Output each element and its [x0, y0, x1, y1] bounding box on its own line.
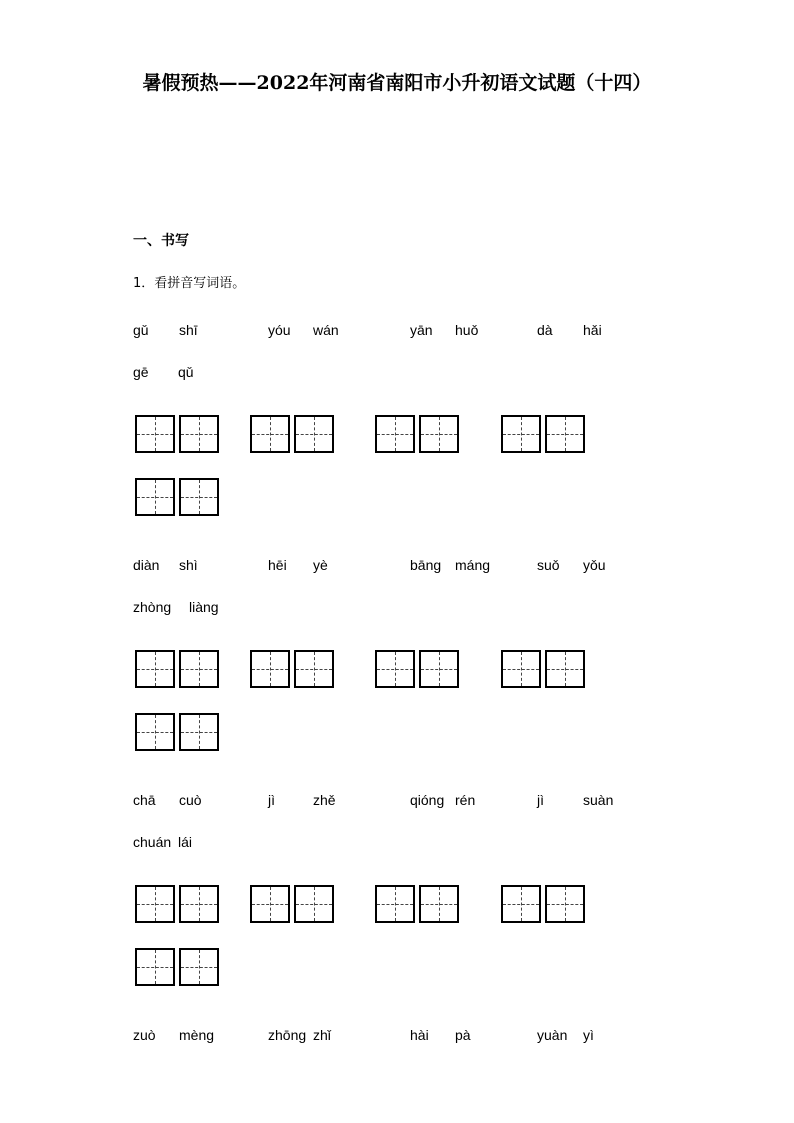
pinyin-syllable: máng [455, 557, 491, 573]
writing-grid[interactable] [135, 948, 223, 986]
tianzige-cell[interactable] [179, 650, 219, 688]
pinyin-syllable: suàn [583, 792, 614, 808]
pinyin-syllable: mèng [179, 1027, 215, 1043]
pinyin-syllable: zhǐ [313, 1027, 331, 1043]
page-title: 暑假预热——2022年河南省南阳市小升初语文试题（十四） [142, 72, 652, 94]
pinyin-syllable: cuò [179, 792, 202, 808]
pinyin-syllable: yuàn [537, 1027, 568, 1043]
pinyin-syllable: shì [179, 557, 198, 573]
pinyin-syllable: dà [537, 322, 553, 338]
tianzige-cell[interactable] [250, 650, 290, 688]
tianzige-cell[interactable] [135, 650, 175, 688]
pinyin-syllable: zhòng [133, 599, 172, 615]
writing-grid[interactable] [250, 415, 338, 453]
tianzige-cell[interactable] [294, 415, 334, 453]
tianzige-cell[interactable] [250, 415, 290, 453]
tianzige-cell[interactable] [501, 885, 541, 923]
pinyin-syllable: yān [410, 322, 433, 338]
writing-grid[interactable] [501, 415, 589, 453]
pinyin-syllable: yóu [268, 322, 291, 338]
tianzige-cell[interactable] [419, 650, 459, 688]
tianzige-cell[interactable] [375, 415, 415, 453]
tianzige-cell[interactable] [419, 885, 459, 923]
tianzige-cell[interactable] [375, 885, 415, 923]
writing-grid[interactable] [135, 478, 223, 516]
pinyin-syllable: gǔ [133, 322, 149, 338]
pinyin-syllable: jì [268, 792, 275, 808]
writing-grid[interactable] [501, 650, 589, 688]
tianzige-cell[interactable] [135, 415, 175, 453]
tianzige-cell[interactable] [375, 650, 415, 688]
pinyin-syllable: huǒ [455, 322, 479, 338]
tianzige-cell[interactable] [179, 948, 219, 986]
pinyin-syllable: diàn [133, 557, 160, 573]
writing-grid[interactable] [375, 885, 463, 923]
tianzige-cell[interactable] [501, 415, 541, 453]
tianzige-cell[interactable] [419, 415, 459, 453]
pinyin-syllable: qǔ [178, 364, 194, 380]
tianzige-cell[interactable] [294, 650, 334, 688]
tianzige-cell[interactable] [179, 478, 219, 516]
tianzige-cell[interactable] [135, 885, 175, 923]
writing-grid[interactable] [501, 885, 589, 923]
writing-grid[interactable] [375, 650, 463, 688]
pinyin-syllable: zuò [133, 1027, 156, 1043]
tianzige-cell[interactable] [545, 885, 585, 923]
tianzige-cell[interactable] [135, 948, 175, 986]
tianzige-cell[interactable] [135, 478, 175, 516]
writing-grid[interactable] [250, 885, 338, 923]
tianzige-cell[interactable] [179, 713, 219, 751]
writing-grid[interactable] [135, 713, 223, 751]
pinyin-syllable: suǒ [537, 557, 560, 573]
writing-grid[interactable] [135, 650, 223, 688]
pinyin-syllable: pà [455, 1027, 471, 1043]
tianzige-cell[interactable] [294, 885, 334, 923]
section-heading: 一、书写 [133, 233, 189, 249]
pinyin-syllable: rén [455, 792, 476, 808]
pinyin-syllable: gē [133, 364, 149, 380]
tianzige-cell[interactable] [501, 650, 541, 688]
question-prompt: 1．看拼音写词语。 [133, 276, 246, 291]
pinyin-syllable: lái [178, 834, 193, 850]
pinyin-syllable: hēi [268, 557, 287, 573]
writing-grid[interactable] [250, 650, 338, 688]
tianzige-cell[interactable] [545, 415, 585, 453]
pinyin-syllable: qióng [410, 792, 445, 808]
pinyin-syllable: jì [537, 792, 544, 808]
pinyin-syllable: hǎi [583, 322, 602, 338]
pinyin-syllable: chuán [133, 834, 172, 850]
tianzige-cell[interactable] [250, 885, 290, 923]
tianzige-cell[interactable] [545, 650, 585, 688]
pinyin-syllable: wán [313, 322, 339, 338]
tianzige-cell[interactable] [179, 415, 219, 453]
pinyin-syllable: zhě [313, 792, 336, 808]
pinyin-syllable: chā [133, 792, 156, 808]
tianzige-cell[interactable] [135, 713, 175, 751]
pinyin-syllable: yǒu [583, 557, 606, 573]
pinyin-syllable: bāng [410, 557, 442, 573]
tianzige-cell[interactable] [179, 885, 219, 923]
pinyin-syllable: yì [583, 1027, 594, 1043]
pinyin-syllable: hài [410, 1027, 429, 1043]
pinyin-syllable: shī [179, 322, 198, 338]
pinyin-syllable: zhōng [268, 1027, 307, 1043]
pinyin-syllable: liàng [189, 599, 219, 615]
writing-grid[interactable] [375, 415, 463, 453]
writing-grid[interactable] [135, 885, 223, 923]
pinyin-syllable: yè [313, 557, 328, 573]
writing-grid[interactable] [135, 415, 223, 453]
